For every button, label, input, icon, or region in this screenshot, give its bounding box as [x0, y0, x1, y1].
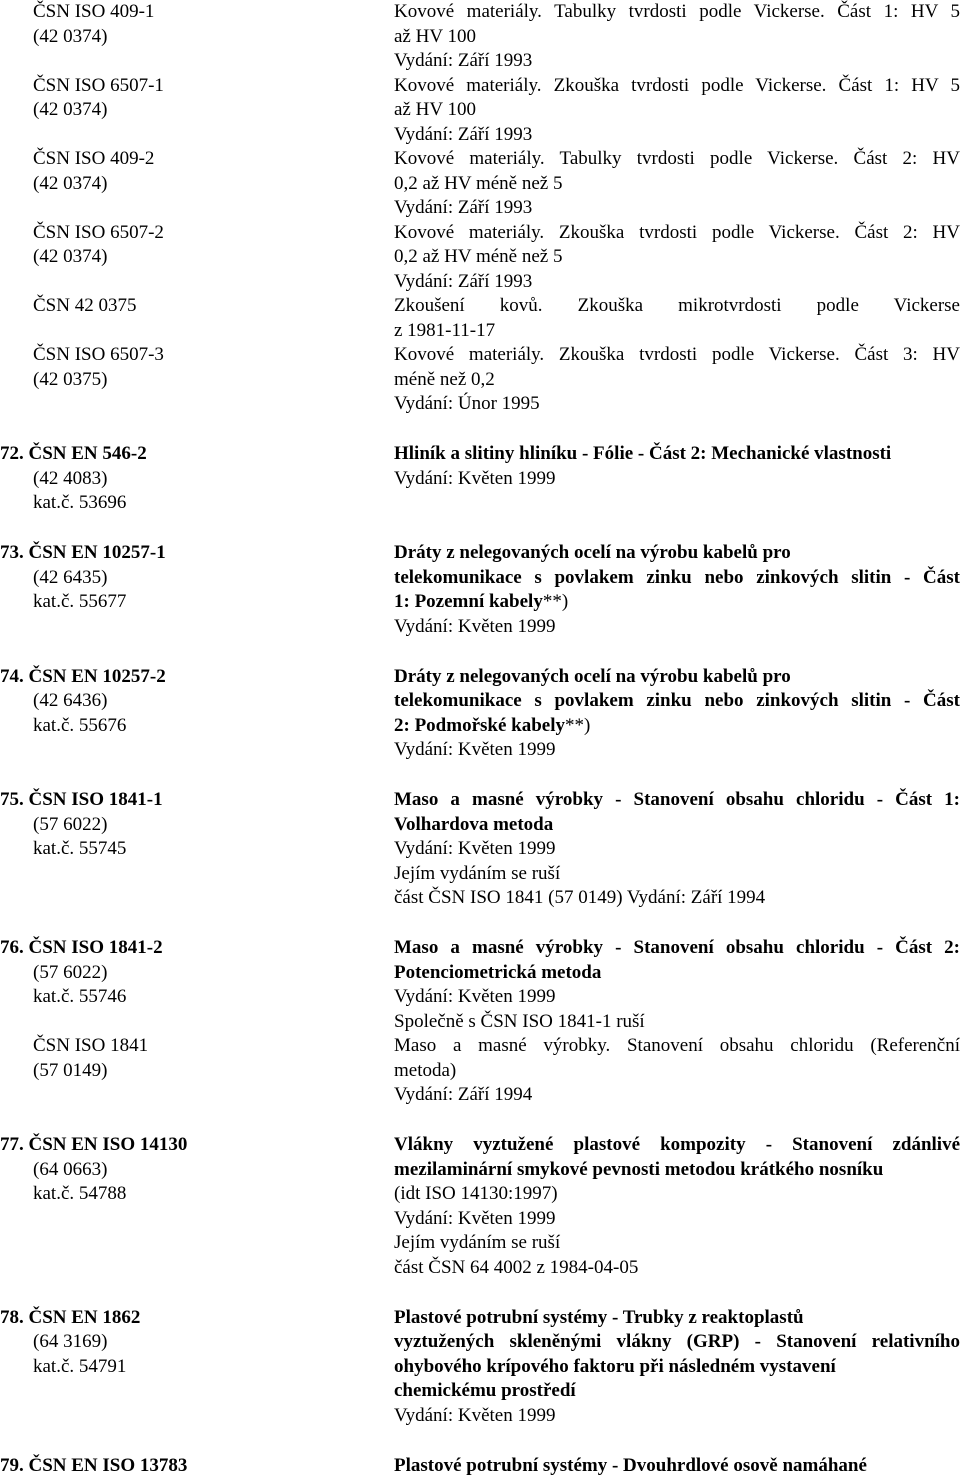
standard-identifier: [0, 665, 330, 739]
description-line: Kovové materiály. Tabulky tvrdosti podle Vickerse. Část 1: HV 5: [394, 1, 960, 22]
standard-identifier: [33, 147, 363, 196]
note-line: část ČSN ISO 1841 (57 0149) Vydání: Září 1994: [394, 887, 766, 908]
classification-number: (42 0374): [33, 25, 108, 47]
description-line: 0,2 až HV méně než 5: [394, 246, 563, 267]
entry-number: 77.: [0, 1134, 24, 1155]
standard-identifier: [0, 442, 330, 516]
note-line: část ČSN 64 4002 z 1984-04-05: [394, 1256, 639, 1278]
standard-code: ČSN EN 10257-2: [28, 665, 166, 687]
entry-number: 75.: [0, 789, 24, 810]
standard-identifier: [33, 343, 363, 392]
standard-code: ČSN 42 0375: [33, 295, 137, 316]
standard-identifier: [0, 1454, 330, 1479]
note-line: (idt ISO 14130:1997): [394, 1183, 558, 1204]
standards-entries-list: [0, 442, 960, 1478]
standard-code: ČSN EN 546-2: [28, 443, 147, 464]
standard-entry: [0, 1454, 960, 1479]
catalog-number: kat.č. 55746: [33, 986, 127, 1007]
description-line: méně než 0,2: [394, 368, 495, 390]
title-text: 2: Podmořské kabely: [394, 714, 565, 736]
standard-description: [394, 1133, 960, 1280]
title-line: telekomunikace s povlakem zinku nebo zinkových slitin - Část: [394, 690, 960, 711]
standard-description: [394, 221, 960, 295]
entry-number: 72.: [0, 443, 24, 464]
standard-description: [394, 1034, 960, 1108]
title-text: 1: Pozemní kabely: [394, 591, 543, 612]
standard-code: ČSN EN 1862: [28, 1306, 141, 1328]
related-standard-item: [0, 1034, 960, 1108]
classification-number: (64 0663): [33, 1158, 108, 1180]
entry-number: 79.: [0, 1454, 24, 1476]
spacer: [0, 639, 960, 665]
standard-description: [394, 665, 960, 763]
standard-code: ČSN EN 10257-1: [28, 542, 166, 563]
entry-number: 73.: [0, 542, 24, 563]
title-line: Potenciometrická metoda: [394, 961, 602, 983]
classification-number: (57 6022): [33, 961, 108, 983]
entry-number: 74.: [0, 665, 24, 687]
standard-description: [394, 788, 960, 911]
standard-code: ČSN ISO 6507-2: [33, 221, 164, 243]
standard-identifier: [33, 1034, 363, 1083]
standard-identifier: [33, 294, 363, 319]
standard-description: [394, 936, 960, 1034]
standard-code: ČSN ISO 409-2: [33, 148, 155, 169]
standard-description: [394, 343, 960, 417]
title-line: Vlákny vyztužené plastové kompozity - Stanovení zdánlivé: [394, 1134, 960, 1155]
standard-description: [394, 541, 960, 639]
entry-heading: [0, 442, 330, 467]
entry-number: 78.: [0, 1306, 24, 1328]
note-line: Vydání: Květen 1999: [394, 615, 556, 637]
standard-entry: [0, 665, 960, 763]
standard-description: [394, 442, 960, 491]
title-line: Maso a masné výrobky - Stanovení obsahu chloridu - Část 1:: [394, 789, 960, 810]
entry-heading: [0, 1454, 330, 1479]
entry-heading: [0, 936, 330, 961]
description-line: Vydání: Září 1993: [394, 197, 533, 218]
title-line: Dráty z nelegovaných ocelí na výrobu kabelů pro: [394, 542, 791, 563]
standard-identifier: [0, 1306, 330, 1380]
related-standard-item: [0, 0, 960, 74]
note-line: Vydání: Květen 1999: [394, 1404, 556, 1426]
title-line: mezilaminární smykové pevnosti metodou krátkého nosníku: [394, 1158, 884, 1180]
standard-identifier: [33, 0, 363, 49]
title-line: Plastové potrubní systémy - Dvouhrdlové osově namáhané: [394, 1454, 867, 1476]
standard-entry: [0, 1306, 960, 1429]
classification-number: (42 0374): [33, 99, 108, 120]
standard-code: ČSN ISO 1841-2: [28, 937, 163, 958]
description-line: Zkoušení kovů. Zkouška mikrotvrdosti podle Vickerse: [394, 295, 960, 316]
title-line: Plastové potrubní systémy - Trubky z reaktoplastů: [394, 1306, 804, 1328]
standard-description: [394, 147, 960, 221]
catalog-number: kat.č. 55676: [33, 714, 127, 736]
standard-code: ČSN EN ISO 14130: [28, 1134, 188, 1155]
standard-description: [394, 1306, 960, 1429]
description-line: Kovové materiály. Zkouška tvrdosti podle Vickerse. Část 1: HV 5: [394, 74, 960, 96]
standard-identifier: [0, 541, 330, 615]
title-line: vyztužených skleněnými vlákny (GRP) - Stanovení relativního: [394, 1331, 960, 1352]
standard-entry: [0, 442, 960, 516]
classification-number: (42 6435): [33, 566, 108, 588]
entry-heading: [0, 665, 330, 690]
related-standard-item: [0, 147, 960, 221]
note-line: Jejím vydáním se ruší: [394, 1232, 561, 1253]
catalog-number: kat.č. 53696: [33, 492, 127, 513]
classification-number: (42 6436): [33, 690, 108, 711]
spacer: [0, 1280, 960, 1306]
classification-number: (57 0149): [33, 1059, 108, 1081]
catalog-number: kat.č. 54788: [33, 1183, 127, 1204]
title-line: Maso a masné výrobky - Stanovení obsahu chloridu - Část 2:: [394, 937, 960, 958]
note-line: Vydání: Květen 1999: [394, 986, 556, 1007]
title-line: Volhardova metoda: [394, 813, 554, 835]
standard-code: ČSN EN ISO 13783: [28, 1454, 188, 1476]
standard-entry: [0, 788, 960, 911]
related-standard-item: [0, 221, 960, 295]
related-standards-list: [0, 0, 960, 417]
footnote-mark: **): [565, 714, 591, 736]
description-line: metoda): [394, 1059, 457, 1081]
spacer: [0, 1428, 960, 1454]
standard-description: [394, 0, 960, 74]
spacer: [0, 417, 960, 443]
standard-code: ČSN ISO 1841: [33, 1035, 149, 1056]
classification-number: (42 0374): [33, 246, 108, 267]
note-line: Vydání: Květen 1999: [394, 1207, 556, 1229]
description-line: až HV 100: [394, 99, 476, 120]
spacer: [0, 516, 960, 542]
description-line: Kovové materiály. Zkouška tvrdosti podle Vickerse. Část 2: HV: [394, 221, 960, 243]
standard-description: [394, 74, 960, 148]
title-line: telekomunikace s povlakem zinku nebo zinkových slitin - Část: [394, 566, 960, 588]
entry-heading: [0, 788, 330, 813]
description-line: Vydání: Únor 1995: [394, 393, 540, 414]
standard-identifier: [33, 74, 363, 123]
related-standard-item: [0, 74, 960, 148]
related-standard-item: [0, 343, 960, 417]
title-line: [394, 590, 960, 615]
entry-number: 76.: [0, 937, 24, 958]
description-line: Kovové materiály. Tabulky tvrdosti podle Vickerse. Část 2: HV: [394, 148, 960, 169]
standard-identifier: [0, 936, 330, 1010]
standard-identifier: [0, 788, 330, 862]
standard-description: [394, 294, 960, 343]
classification-number: (42 0375): [33, 368, 108, 390]
note-line: Vydání: Květen 1999: [394, 838, 556, 859]
standard-code: ČSN ISO 409-1: [33, 1, 155, 22]
footnote-mark: **): [542, 591, 569, 612]
classification-number: (64 3169): [33, 1331, 108, 1352]
title-line: ohybového krípového faktoru při následném vystavení: [394, 1355, 836, 1377]
title-line: [394, 714, 960, 739]
standard-code: ČSN ISO 6507-1: [33, 74, 164, 96]
description-line: až HV 100: [394, 25, 476, 47]
title-line: Dráty z nelegovaných ocelí na výrobu kabelů pro: [394, 665, 791, 687]
description-line: Vydání: Září 1994: [394, 1084, 533, 1105]
standard-code: ČSN ISO 1841-1: [28, 789, 163, 810]
spacer: [0, 1108, 960, 1134]
title-line: Hliník a slitiny hliníku - Fólie - Část 2: Mechanické vlastnosti: [394, 443, 892, 464]
description-line: 0,2 až HV méně než 5: [394, 172, 563, 194]
description-line: Maso a masné výrobky. Stanovení obsahu chloridu (Referenční: [394, 1035, 960, 1056]
description-line: Vydání: Září 1993: [394, 50, 533, 71]
standard-entry: [0, 936, 960, 1034]
spacer: [0, 911, 960, 937]
standard-description: [394, 1454, 960, 1479]
description-line: Vydání: Září 1993: [394, 270, 533, 292]
classification-number: (42 0374): [33, 172, 108, 194]
classification-number: (42 4083): [33, 467, 108, 489]
description-line: z 1981-11-17: [394, 319, 496, 341]
note-line: Společně s ČSN ISO 1841-1 ruší: [394, 1010, 645, 1032]
note-line: Vydání: Květen 1999: [394, 467, 556, 489]
entry-heading: [0, 1306, 330, 1331]
classification-number: (57 6022): [33, 813, 108, 835]
standard-identifier: [0, 1133, 330, 1207]
standard-code: ČSN ISO 6507-3: [33, 344, 164, 365]
related-standard-item: [0, 294, 960, 343]
entry-heading: [0, 1133, 330, 1158]
description-line: Vydání: Září 1993: [394, 123, 533, 145]
standard-entry: [0, 541, 960, 639]
note-line: Jejím vydáním se ruší: [394, 862, 561, 884]
note-line: Vydání: Květen 1999: [394, 739, 556, 760]
description-line: Kovové materiály. Zkouška tvrdosti podle Vickerse. Část 3: HV: [394, 344, 960, 365]
standard-entry: [0, 1133, 960, 1280]
spacer: [0, 763, 960, 789]
standard-identifier: [33, 221, 363, 270]
entry-heading: [0, 541, 330, 566]
catalog-number: kat.č. 55677: [33, 591, 127, 612]
catalog-number: kat.č. 54791: [33, 1355, 127, 1377]
catalog-number: kat.č. 55745: [33, 838, 127, 859]
title-line: chemickému prostředí: [394, 1380, 576, 1401]
